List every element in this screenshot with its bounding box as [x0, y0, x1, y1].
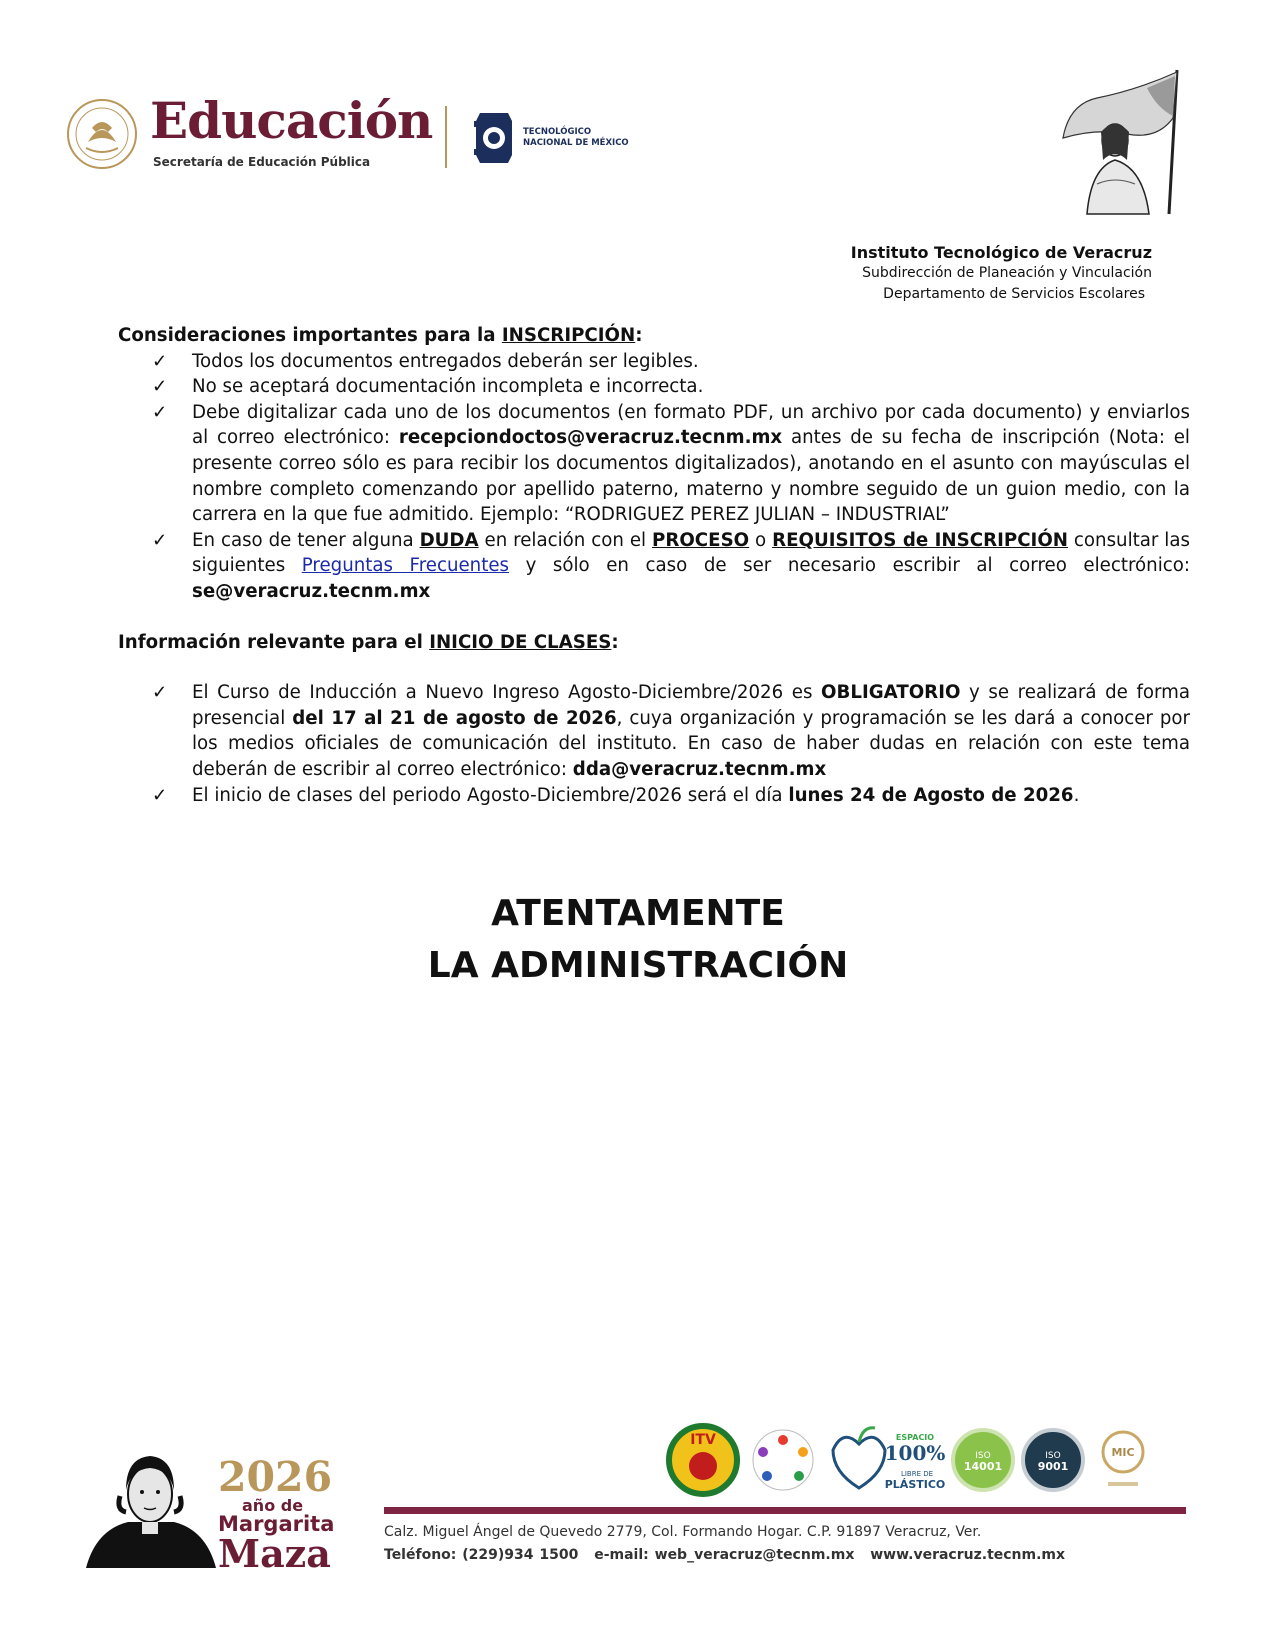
iso-9001-logo-icon	[1023, 1430, 1083, 1490]
inscripcion-heading-suffix: :	[635, 325, 643, 346]
inscripcion-list	[118, 349, 1190, 605]
atentamente: ATENTAMENTE	[491, 893, 785, 934]
clases-heading-prefix: Información relevante para el	[118, 631, 430, 653]
requisitos-keyword: REQUISITOS de INSCRIPCIÓN	[772, 529, 1068, 551]
year-ano-de: año de	[242, 1496, 304, 1515]
clases-heading	[118, 630, 1190, 656]
item-text: y sólo en caso de ser necesario escribir al correo electrónico:	[509, 555, 1191, 577]
iso14001-iso-label: ISO	[975, 1451, 991, 1461]
itv-logo-icon	[669, 1426, 737, 1494]
woman-with-flag-illustration	[1057, 68, 1200, 216]
spacer	[118, 605, 1190, 630]
la-administracion: LA ADMINISTRACIÓN	[427, 945, 849, 986]
item-text: El Curso de Inducción a Nuevo Ingreso Agosto-Diciembre/2026 es	[192, 682, 822, 704]
mexico-seal-icon	[66, 98, 138, 170]
item-text: En caso de tener alguna	[192, 529, 420, 551]
tecnm-line2: NACIONAL DE MÉXICO	[523, 138, 629, 148]
year-number: 2026	[218, 1453, 333, 1501]
checkmark-icon: ✓	[152, 350, 168, 372]
certification-logos	[663, 1420, 1153, 1502]
footer-email: e-mail: web_veracruz@tecnm.mx	[594, 1547, 855, 1563]
closing-block	[0, 888, 1276, 992]
dda-email: dda@veracruz.tecnm.mx	[572, 758, 827, 780]
institute-block	[851, 242, 1152, 305]
clases-heading-keyword: INICIO DE CLASES	[429, 631, 612, 653]
inscripcion-heading-keyword: INSCRIPCIÓN	[501, 325, 636, 346]
iso9001-number: 9001	[1037, 1460, 1069, 1473]
list-item	[152, 400, 1190, 528]
proceso-keyword: PROCESO	[652, 529, 750, 551]
list-item	[152, 680, 1191, 782]
mic-logo-icon	[1103, 1432, 1143, 1486]
item-text: El inicio de clases del periodo Agosto-Diciembre/2026 será el día	[192, 784, 789, 806]
tecnm-line1: TECNOLÓGICO	[523, 127, 592, 137]
checkmark-icon: ✓	[152, 529, 168, 551]
iso9001-iso-label: ISO	[1045, 1451, 1061, 1461]
libre-label: LIBRE DE	[900, 1470, 934, 1478]
footer-phone: Teléfono: (229)934 1500	[384, 1547, 579, 1563]
clases-list	[118, 680, 1190, 808]
recepcion-email: recepciondoctos@veracruz.tecnm.mx	[398, 427, 783, 449]
inicio-clases-date: lunes 24 de Agosto de 2026	[788, 784, 1074, 806]
footer-contact	[384, 1547, 1075, 1563]
tecnm-logo-text	[523, 127, 629, 149]
itv-label: ITV	[690, 1432, 716, 1448]
espacio-label: ESPACIO	[895, 1433, 935, 1442]
tecnm-gear-icon	[472, 107, 516, 169]
inscripcion-heading	[118, 323, 1190, 349]
item-text: , cuya organización y programación se les dará a conocer por los medios oficiales de comunicación del instituto. En caso de haber dudas en relación con este tema deberán de escribir al correo electrónico:	[192, 707, 1191, 780]
header-divider	[445, 106, 447, 168]
footer-address: Calz. Miguel Ángel de Quevedo 2779, Col. Formando Hogar. C.P. 91897 Veracruz, Ver.	[384, 1524, 982, 1540]
item-text: Todos los documentos entregados deberán ser legibles.	[192, 350, 699, 372]
clases-heading-suffix: :	[611, 631, 619, 653]
subdireccion-name: Subdirección de Planeación y Vinculación	[862, 265, 1152, 281]
item-text: consultar las siguientes	[192, 529, 1190, 577]
checkmark-icon: ✓	[152, 376, 168, 398]
mic-label: MIC	[1111, 1446, 1135, 1459]
year-name2: Maza	[218, 1531, 331, 1576]
item-text: Debe digitalizar cada uno de los documentos (en formato PDF, un archivo por cada documento) y enviarlos al correo electrónico:	[192, 401, 1190, 449]
sep-subtitle: Secretaría de Educación Pública	[153, 155, 371, 169]
footer-bar	[384, 1507, 1186, 1514]
plastic-free-logo-icon	[833, 1428, 945, 1491]
plastico-label: PLÁSTICO	[884, 1478, 946, 1491]
item-text: antes de su fecha de inscripción (Nota: el presente correo sólo es para recibir los documentos digitalizados), anotando en el asunto con mayúsculas el nombre completo comenzando por apellido paterno, materno y nombre seguido de un guion medio, con la carrera en la que fue admitido. Ejemplo: “RODRIGUEZ PEREZ JULIAN – INDUSTRIAL”	[192, 427, 1190, 526]
obligatorio-keyword: OBLIGATORIO	[821, 682, 961, 704]
margarita-maza-portrait	[86, 1450, 216, 1568]
iso14001-number: 14001	[963, 1460, 1003, 1473]
iso-14001-logo-icon	[953, 1430, 1013, 1490]
item-text: No se aceptará documentación incompleta e incorrecta.	[192, 376, 704, 398]
duda-keyword: DUDA	[419, 529, 479, 551]
item-text: en relación con el	[478, 529, 652, 551]
departamento-name: Departamento de Servicios Escolares	[883, 286, 1145, 302]
list-item	[152, 783, 1190, 809]
list-item	[152, 374, 1190, 400]
list-item	[152, 349, 1190, 375]
document-body	[118, 323, 1190, 808]
item-text: y se realizará de forma presencial	[192, 682, 1191, 729]
checkmark-icon: ✓	[152, 401, 168, 423]
inscripcion-heading-prefix: Consideraciones importantes para la	[118, 325, 502, 346]
spacer	[118, 655, 1190, 680]
cien-label: 100%	[884, 1441, 946, 1465]
checkmark-icon: ✓	[152, 784, 168, 806]
year-name1: Margarita	[218, 1512, 335, 1536]
induccion-dates: del 17 al 21 de agosto de 2026	[292, 707, 617, 729]
institute-name: Instituto Tecnológico de Veracruz	[850, 243, 1152, 262]
item-text: .	[1073, 784, 1080, 806]
preguntas-frecuentes-link[interactable]: Preguntas Frecuentes	[301, 555, 510, 577]
list-item	[152, 528, 1191, 605]
se-email: se@veracruz.tecnm.mx	[192, 580, 431, 602]
educacion-logo-title: Educación	[150, 91, 433, 150]
year-badge	[218, 1453, 335, 1576]
checkmark-icon: ✓	[152, 682, 168, 704]
item-text: o	[749, 529, 773, 551]
equality-norm-logo-icon	[753, 1430, 813, 1490]
footer-web: www.veracruz.tecnm.mx	[870, 1547, 1066, 1563]
